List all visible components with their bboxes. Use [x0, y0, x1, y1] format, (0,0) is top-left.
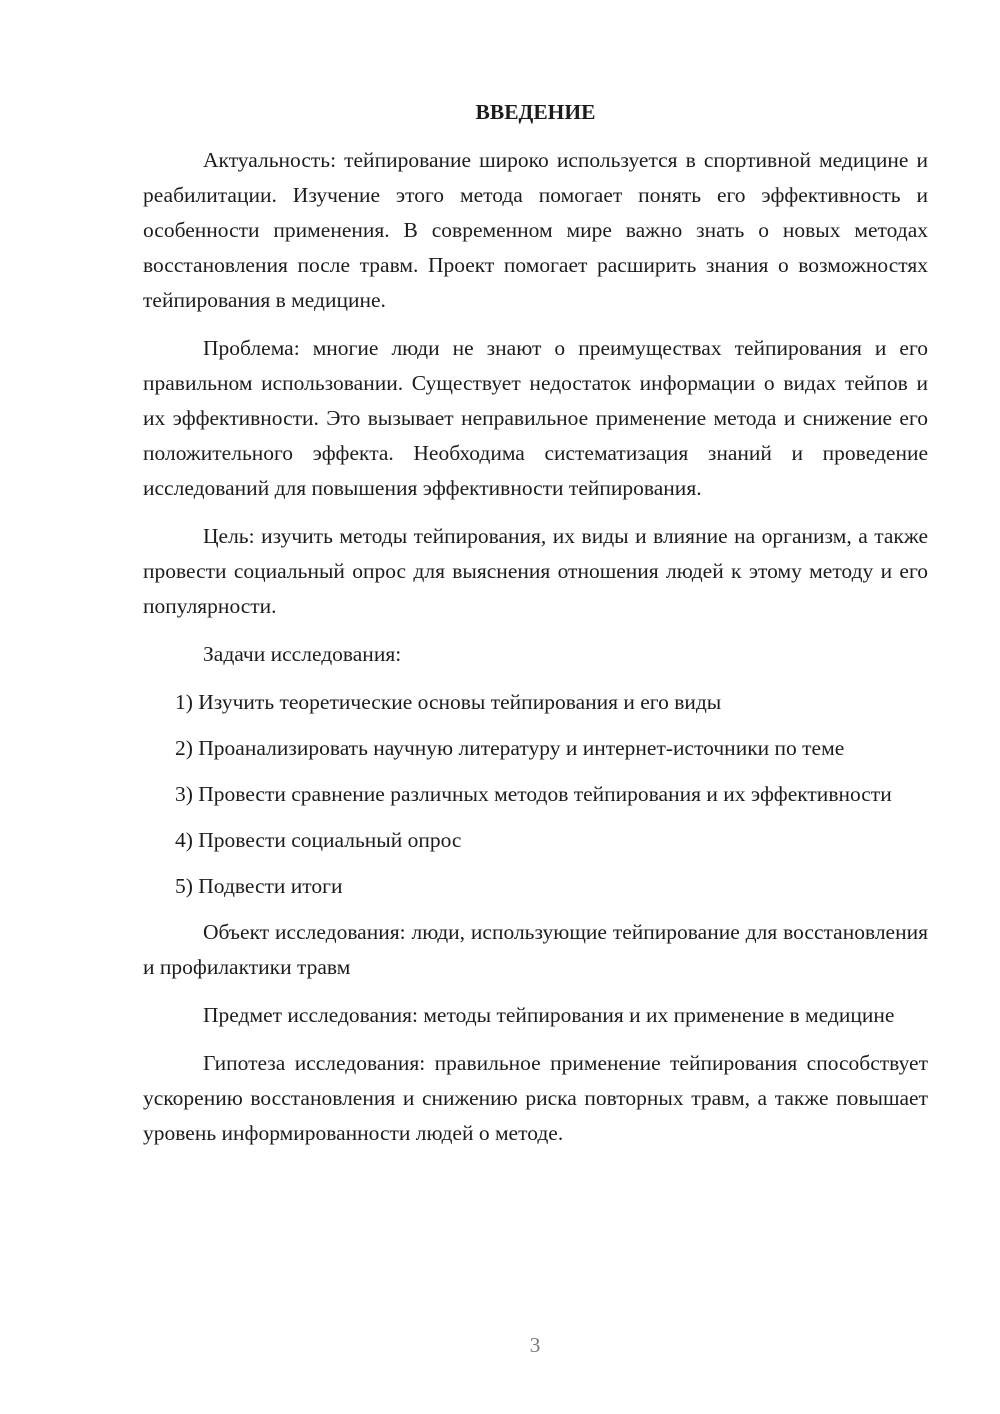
page-content — [143, 95, 928, 1164]
page-number: 3 — [529, 1333, 541, 1357]
task-item-1: 1) Изучить теоретические основы тейпирования и его виды — [175, 690, 722, 714]
task-item-5: 5) Подвести итоги — [175, 874, 343, 898]
hypothesis-paragraph: Гипотеза исследования: правильное применение тейпирования способствует ускорению восстановления и снижению риска повторных травм, а также повышает уровень информированности людей о методе. — [143, 1051, 928, 1145]
goal-paragraph: Цель: изучить методы тейпирования, их виды и влияние на организм, а также провести социальный опрос для выяснения отношения людей к этому методу и его популярности. — [143, 524, 928, 618]
problem-paragraph: Проблема: многие люди не знают о преимуществах тейпирования и его правильном использовании. Существует недостаток информации о видах тейпов и их эффективности. Это вызывает неправильное применение метода и снижение его положительного эффекта. Необходима систематизация знаний и проведение исследований для повышения эффективности тейпирования. — [143, 336, 928, 500]
tasks-title: Задачи исследования: — [203, 642, 402, 666]
relevance-paragraph: Актуальность: тейпирование широко используется в спортивной медицине и реабилитации. Изучение этого метода помогает понять его эффективность и особенности применения. В современном мире важно знать о новых методах восстановления после травм. Проект помогает расширить знания о возможностях тейпирования в медицине. — [143, 148, 928, 312]
object-paragraph: Объект исследования: люди, использующие тейпирование для восстановления и профилактики травм — [143, 920, 928, 979]
task-item-2: 2) Проанализировать научную литературу и интернет-источники по теме — [175, 736, 845, 760]
page-title: ВВЕДЕНИЕ — [475, 100, 596, 124]
task-item-4: 4) Провести социальный опрос — [175, 828, 462, 852]
task-item-3: 3) Провести сравнение различных методов тейпирования и их эффективности — [175, 782, 892, 806]
subject-paragraph: Предмет исследования: методы тейпирования и их применение в медицине — [203, 1003, 895, 1027]
